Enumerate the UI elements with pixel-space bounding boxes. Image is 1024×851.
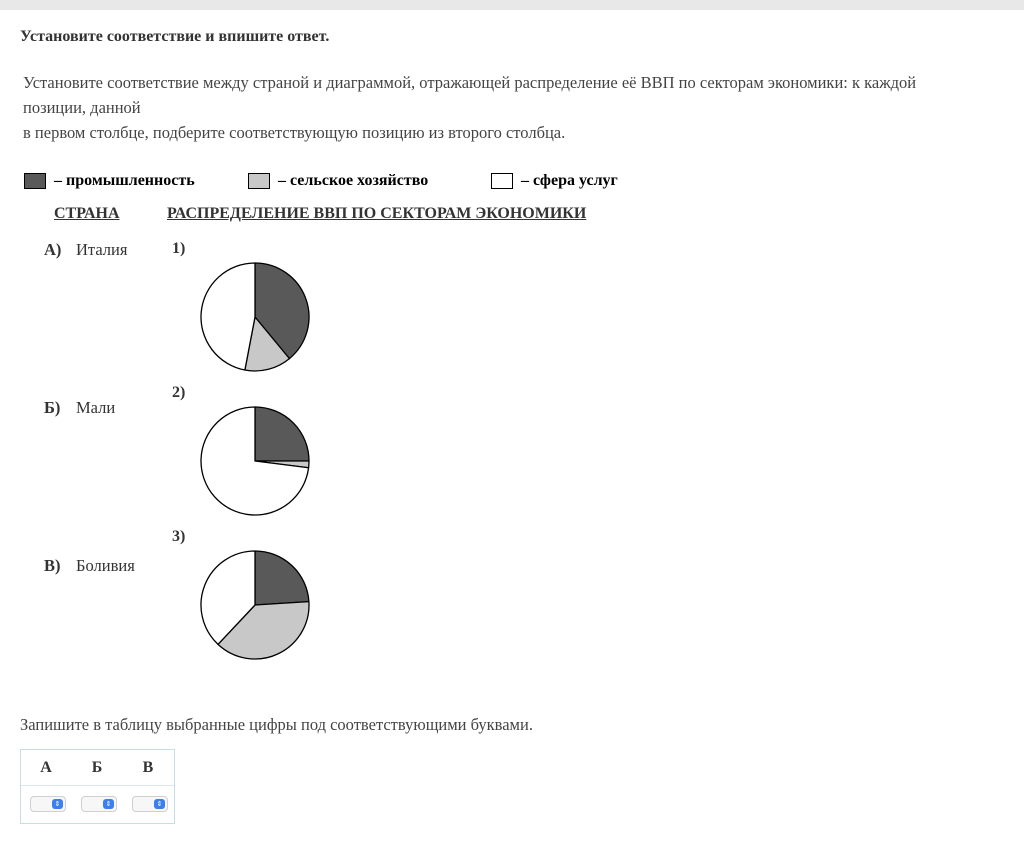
country-letter: А) (44, 240, 62, 259)
country-name: Мали (76, 398, 116, 417)
country-letter: Б) (44, 398, 61, 417)
answer-select-v[interactable] (132, 796, 168, 812)
select-arrows-icon: ⇕ (52, 799, 63, 809)
task-text (23, 70, 1008, 145)
select-arrows-icon: ⇕ (103, 799, 114, 809)
country-item (44, 240, 127, 260)
task-text-line: в первом столбце, подберите соответствующую позицию из второго столбца. (23, 123, 566, 142)
diagram-number: 2) (172, 384, 186, 401)
task-text-line: Установите соответствие между страной и диаграммой, отражающей распределение её ВВП по секторам экономики: к каждой (23, 73, 917, 92)
country-name: Италия (76, 240, 128, 259)
pie-slice-industry (255, 551, 309, 605)
answer-select-b[interactable] (81, 796, 117, 812)
legend-swatch-services (491, 173, 513, 189)
select-arrows-icon: ⇕ (154, 799, 165, 809)
table-divider (21, 785, 174, 786)
legend-label: – промышленность (54, 172, 195, 189)
pie-chart-1 (200, 262, 312, 374)
top-bar (0, 0, 1024, 10)
answer-header-a: А (40, 759, 52, 776)
country-letter: В) (44, 556, 61, 575)
diagram-number: 1) (172, 240, 186, 257)
answer-select-a[interactable] (30, 796, 66, 812)
legend-label: – сфера услуг (521, 172, 618, 189)
pie-chart-3 (200, 550, 312, 662)
task-text-line: позиции, данной (23, 98, 141, 117)
task-title: Установите соответствие и впишите ответ. (20, 28, 330, 45)
legend-swatch-industry (24, 173, 46, 189)
pie-chart-2 (200, 406, 312, 518)
answer-header-v: В (142, 759, 154, 776)
instruction-text: Запишите в таблицу выбранные цифры под соответствующими буквами. (20, 715, 533, 734)
diagram-number: 3) (172, 528, 186, 545)
country-item (44, 556, 135, 576)
column-header-country: СТРАНА (54, 205, 120, 222)
pie-slice-services (201, 263, 255, 370)
answer-table (20, 749, 175, 824)
answer-header-b: Б (91, 759, 103, 776)
country-name: Боливия (76, 556, 135, 575)
column-header-distribution: РАСПРЕДЕЛЕНИЕ ВВП ПО СЕКТОРАМ ЭКОНОМИКИ (167, 205, 587, 222)
country-item (44, 398, 115, 418)
legend-label: – сельское хозяйство (278, 172, 429, 189)
pie-slice-industry (255, 407, 309, 461)
legend-swatch-agriculture (248, 173, 270, 189)
